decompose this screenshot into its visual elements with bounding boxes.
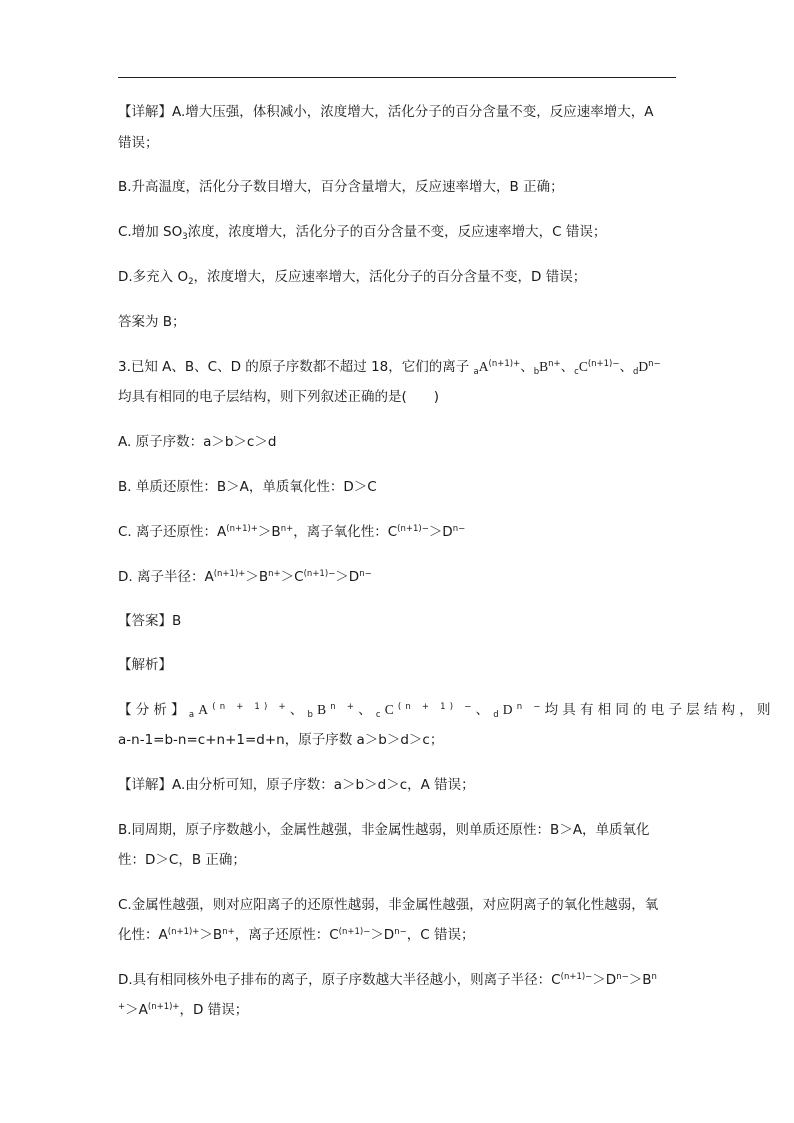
header-rule bbox=[118, 77, 676, 78]
option-b: B. 单质还原性：B＞A，单质氧化性：D＞C bbox=[118, 479, 377, 495]
option-a: A. 原子序数：a＞b＞c＞d bbox=[118, 434, 277, 450]
detail-d-line: D.多充入 $O_2$，浓度增大，反应速率增大，活化分子的百分含量不变，D 错误； bbox=[118, 269, 587, 287]
detail2-c-line2: 化性：$A^{(n+1)+}>B^{n+}$，离子还原性：$C^{(n+1)-}>D^{n-}$，C 错误； bbox=[118, 927, 475, 943]
detail-a-line2: 错误； bbox=[118, 135, 159, 151]
detail2-d-line1: D.具有相同核外电子排布的离子，原子序数越大半径越小，则离子半径：$C^{(n+1)-}>D^{n-}>B^n$ bbox=[118, 972, 657, 988]
answer-label: 【答案】B bbox=[118, 613, 182, 629]
detail2-b-line2: 性：D＞C，B 正确； bbox=[118, 852, 246, 868]
analysis-line1: 【分析】$_aA^{(n + 1) +}$、$_bB^{n +}$、$_cC^{(n + 1) -}$、$_dD^{n -}$均具有相同的电子层结构，则 bbox=[118, 702, 775, 720]
detail-a-line1: 【详解】A.增大压强，体积减小，浓度增大，活化分子的百分含量不变，反应速率增大，A bbox=[118, 104, 654, 120]
analysis-line2: a-n-1=b-n=c+n+1=d+n，原子序数 a＞b＞d＞c； bbox=[118, 732, 444, 748]
detail2-b-line1: B.同周期，原子序数越小，金属性越强，非金属性越弱，则单质还原性：B＞A，单质氧化 bbox=[118, 822, 650, 838]
detail-b-line: B.升高温度，活化分子数目增大，百分含量增大，反应速率增大，B 正确； bbox=[118, 179, 564, 195]
analysis-label: 【解析】 bbox=[118, 657, 172, 673]
option-d: D. 离子半径：$A^{(n+1)+}>B^{n+}>C^{(n+1)-}>D^{n-}$ bbox=[118, 569, 372, 585]
detail2-d-line2: $^+>A^{(n+1)+}$，D 错误； bbox=[118, 1002, 249, 1018]
previous-answer: 答案为 B； bbox=[118, 314, 186, 330]
option-c: C. 离子还原性：$A^{(n+1)+}>B^{n+}$，离子氧化性：$C^{(n+1)-}>D^{n-}$ bbox=[118, 524, 466, 540]
question3-stem-line1: 3.已知 A、B、C、D 的原子序数都不超过 18，它们的离子 $_aA^{(n+1)+}$、$_bB^{n+}$、$_cC^{(n+1)-}$、$_dD^{n-}$ bbox=[118, 359, 661, 377]
detail-c-line: C.增加 $SO_3$浓度，浓度增大，活化分子的百分含量不变，反应速率增大，C 错误； bbox=[118, 224, 607, 242]
detail2-c-line1: C.金属性越强，则对应阳离子的还原性越弱，非金属性越强，对应阴离子的氧化性越弱，氧 bbox=[118, 897, 659, 913]
question3-stem-line2: 均具有相同的电子层结构，则下列叙述正确的是( ) bbox=[118, 389, 440, 405]
detail2-a-line: 【详解】A.由分析可知，原子序数：a＞b＞d＞c，A 错误； bbox=[118, 777, 475, 793]
